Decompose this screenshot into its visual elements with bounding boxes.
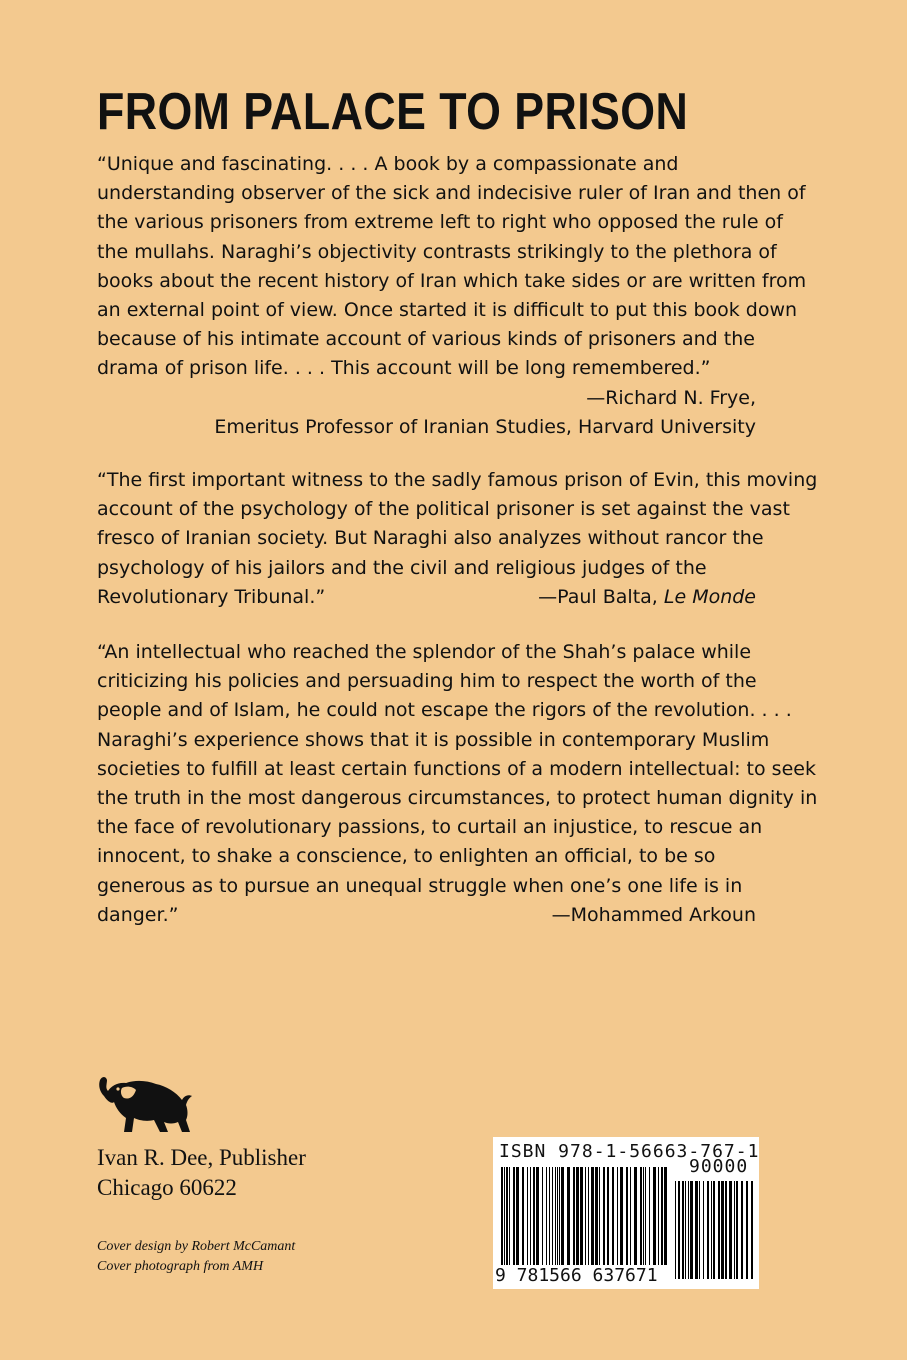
barcode-bar <box>506 1167 508 1279</box>
price-addon-label: 90000 <box>689 1156 749 1177</box>
blurb-line: generous as to pursue an unequal struggle when one’s one life is in <box>97 874 743 897</box>
barcode-bar <box>725 1181 727 1279</box>
blurb-balta <box>97 466 818 612</box>
blurb-line: the face of revolutionary passions, to curtail an injustice, to rescue an <box>97 816 763 839</box>
blurb-line: fresco of Iranian society. But Naraghi also analyzes without rancor the <box>97 527 764 550</box>
isbn-barcode <box>493 1137 759 1289</box>
barcode-bar <box>591 1167 594 1279</box>
barcode-bar <box>649 1167 650 1279</box>
blurb-line: because of his intimate account of various kinds of prisoners and the <box>97 328 755 351</box>
barcode-bar <box>522 1167 524 1279</box>
barcode-bar <box>643 1167 644 1279</box>
barcode-bar <box>751 1181 753 1279</box>
barcode-bar <box>580 1167 583 1279</box>
barcode-bar <box>527 1167 528 1279</box>
barcode-bar <box>603 1167 605 1279</box>
attribution-title: Emeritus Professor of Iranian Studies, Harvard University <box>214 415 756 438</box>
barcode-bar <box>585 1167 586 1279</box>
blurb-line: drama of prison life. . . . This account will be long remembered.” <box>97 357 711 380</box>
blurb-arkoun <box>97 638 818 930</box>
barcode-bar <box>542 1167 543 1279</box>
barcode-bar <box>620 1167 623 1279</box>
barcode-bar <box>504 1167 505 1279</box>
barcode-bar <box>595 1167 598 1279</box>
blurb-last-line <box>97 583 762 612</box>
barcode-bar <box>736 1181 738 1279</box>
barcode-bar <box>678 1181 680 1279</box>
publisher-name: Ivan R. Dee, Publisher <box>97 1145 306 1170</box>
barcode-bar <box>707 1181 709 1279</box>
barcode-bar <box>695 1181 698 1279</box>
barcode-bar <box>640 1167 642 1279</box>
addon-barcode-bars <box>675 1181 753 1279</box>
barcode-bar <box>630 1167 631 1279</box>
blurb-frye <box>97 150 807 442</box>
blurb-line: an external point of view. Once started it is difficult to put this book down <box>97 299 798 322</box>
barcode-bar <box>617 1167 618 1279</box>
barcode-bar <box>645 1167 646 1279</box>
barcode-bar <box>661 1167 663 1279</box>
barcode-bar <box>721 1181 724 1279</box>
barcode-bar <box>513 1167 515 1279</box>
attribution-name: —Richard N. Frye, <box>586 386 756 409</box>
blurb-line: account of the psychology of the political prisoner is set against the vast <box>97 498 790 521</box>
barcode-bar <box>557 1167 558 1279</box>
barcode-bar <box>573 1167 575 1279</box>
barcode-digits: 9 781566 637671 <box>493 1265 671 1286</box>
blurb-line: danger.” <box>97 903 179 926</box>
barcode-bar <box>599 1167 600 1279</box>
barcode-bar <box>530 1167 531 1279</box>
barcode-bar <box>653 1167 656 1279</box>
barcode-bar <box>675 1181 676 1279</box>
barcode-bar <box>536 1167 539 1279</box>
barcode-bar <box>682 1181 684 1279</box>
barcode-bar <box>546 1167 547 1279</box>
barcode-bar <box>688 1181 689 1279</box>
barcode-bar <box>552 1167 553 1279</box>
attribution-source: Le Monde <box>663 585 756 608</box>
barcode-bar <box>658 1167 659 1279</box>
barcode-bar <box>612 1167 614 1279</box>
barcode-bar <box>509 1167 510 1279</box>
barcode-bar <box>729 1181 732 1279</box>
barcode-bar <box>703 1181 704 1279</box>
blurb-line: books about the recent history of Iran which take sides or are written from <box>97 269 807 292</box>
barcode-bar <box>555 1167 556 1279</box>
barcode-bar <box>685 1181 686 1279</box>
barcode-bar <box>626 1167 628 1279</box>
barcode-bar <box>559 1167 560 1279</box>
barcode-bar <box>576 1167 579 1279</box>
blurb-line: Revolutionary Tribunal.” <box>97 585 326 608</box>
blurb-line: criticizing his policies and persuading him to respect the worth of the <box>97 670 757 693</box>
blurb-line: the mullahs. Naraghi’s objectivity contrasts strikingly to the plethora of <box>97 240 777 263</box>
attribution: —Mohammed Arkoun <box>551 903 756 926</box>
blurb-line: societies to fulfill at least certain functions of a modern intellectual: to seek <box>97 757 816 780</box>
cover-photo-credit: Cover photograph from AMH <box>97 1259 264 1274</box>
blurb-line: psychology of his jailors and the civil and religious judges of the <box>97 556 707 579</box>
blurb-line: Naraghi’s experience shows that it is possible in contemporary Muslim <box>97 728 770 751</box>
barcode-bar <box>734 1181 735 1279</box>
barcode-bar <box>741 1181 743 1279</box>
blurb-line: understanding observer of the sick and indecisive ruler of Iran and then of <box>97 182 806 205</box>
barcode-bar <box>607 1167 609 1279</box>
elephant-logo-icon <box>96 1074 196 1136</box>
blurb-line: innocent, to shake a conscience, to enlighten an official, to be so <box>97 845 716 868</box>
cover-credits <box>97 1237 295 1277</box>
attribution-name: —Paul Balta, <box>538 585 664 608</box>
blurb-line: “An intellectual who reached the splendor of the Shah’s palace while <box>97 641 752 663</box>
barcode-bar <box>634 1167 637 1279</box>
blurb-line: “The first important witness to the sadly famous prison of Evin, this moving <box>97 469 818 491</box>
blurb-line: “Unique and fascinating. . . . A book by a compassionate and <box>97 153 679 175</box>
publisher-city: Chicago 60622 <box>97 1175 237 1200</box>
barcode-bar <box>533 1167 535 1279</box>
barcode-bar <box>746 1181 748 1279</box>
publisher-block <box>97 1143 306 1203</box>
blurb-line: people and of Islam, he could not escape the rigors of the revolution. . . . <box>97 699 792 722</box>
blurb-line: the various prisoners from extreme left to right who opposed the rule of <box>97 211 783 234</box>
barcode-bar <box>588 1167 589 1279</box>
barcode-bar <box>501 1167 503 1279</box>
barcode-bar <box>516 1167 519 1279</box>
barcode-bar <box>567 1167 570 1279</box>
blurb-last-line <box>97 901 762 930</box>
book-title: FROM PALACE TO PRISON <box>97 83 689 141</box>
attribution <box>538 583 762 612</box>
cover-design-credit: Cover design by Robert McCamant <box>97 1239 296 1254</box>
barcode-bar <box>561 1167 564 1279</box>
blurb-line: the truth in the most dangerous circumstances, to protect human dignity in <box>97 787 818 810</box>
isbn-label: ISBN 978-1-56663-767-1 <box>499 1141 760 1162</box>
barcode-bar <box>713 1181 715 1279</box>
barcode-bar <box>690 1181 693 1279</box>
barcode-bar <box>699 1181 700 1279</box>
barcode-bar <box>549 1167 550 1279</box>
barcode-bar <box>711 1181 712 1279</box>
barcode-bar <box>664 1167 667 1279</box>
barcode-bar <box>718 1181 720 1279</box>
ean-barcode-bars <box>501 1167 667 1279</box>
